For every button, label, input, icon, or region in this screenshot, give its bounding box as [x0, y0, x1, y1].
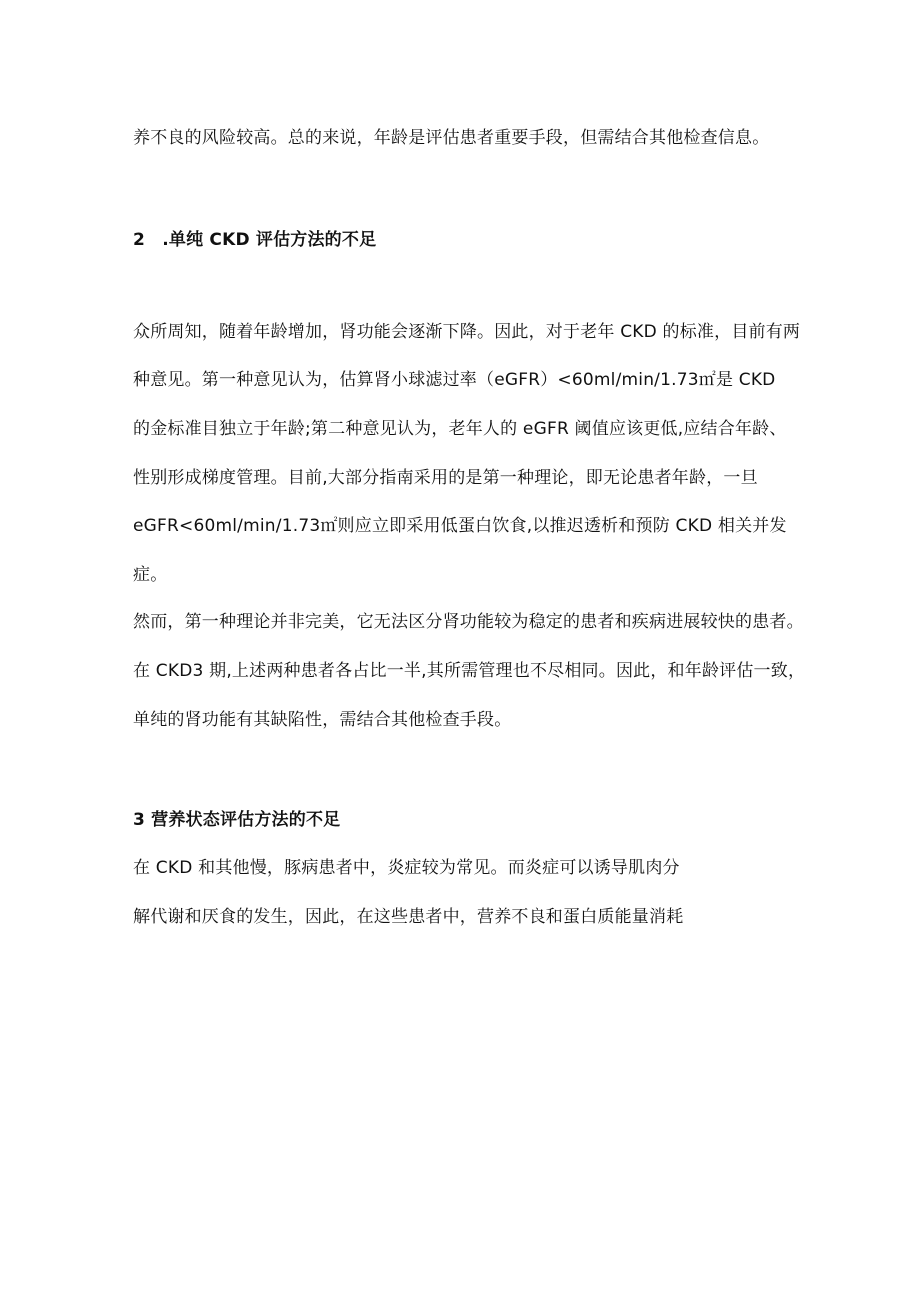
intro-line: 养不良的风险较高。总的来说，年龄是评估患者重要手段，但需结合其他检查信息。 — [133, 128, 770, 148]
section-2-para-1-line-6: 症。 — [133, 565, 168, 585]
section-2-para-1-line-2: 种意见。第一种意见认为，估算肾小球滤过率（eGFR）<60ml∕min∕1.73㎡是 CKD — [133, 370, 776, 390]
section-2-para-1-line-3: 的金标准目独立于年龄;第二种意见认为，老年人的 eGFR 阈值应该更低,应结合年龄、 — [133, 419, 787, 439]
section-2-para-2-line-3: 单纯的肾功能有其缺陷性，需结合其他检查手段。 — [133, 710, 512, 730]
section-2-para-2-line-1: 然而，第一种理论并非完美，它无法区分肾功能较为稳定的患者和疾病进展较快的患者。 — [133, 612, 804, 632]
section-3-heading: 3 营养状态评估方法的不足 — [133, 810, 341, 830]
section-2-heading: 2 .单纯 CKD 评估方法的不足 — [133, 230, 377, 250]
section-2-para-1-line-4: 性别形成梯度管理。目前,大部分指南采用的是第一种理论，即无论患者年龄，一旦 — [133, 468, 758, 488]
section-2-para-1-line-5: eGFR<60ml∕min∕1.73㎡则应立即采用低蛋白饮食,以推迟透析和预防 CKD 相关并发 — [133, 516, 787, 536]
section-3-para-1-line-2: 解代谢和厌食的发生，因此，在这些患者中，营养不良和蛋白质能量消耗 — [133, 907, 684, 927]
section-2-para-1-line-1: 众所周知，随着年龄增加，肾功能会逐渐下降。因此，对于老年 CKD 的标准，目前有两 — [133, 322, 801, 342]
section-2-para-2-line-2: 在 CKD3 期,上述两种患者各占比一半,其所需管理也不尽相同。因此，和年龄评估一致， — [133, 661, 806, 681]
section-3-para-1-line-1: 在 CKD 和其他慢，豚病患者中，炎症较为常见。而炎症可以诱导肌肉分 — [133, 858, 680, 878]
